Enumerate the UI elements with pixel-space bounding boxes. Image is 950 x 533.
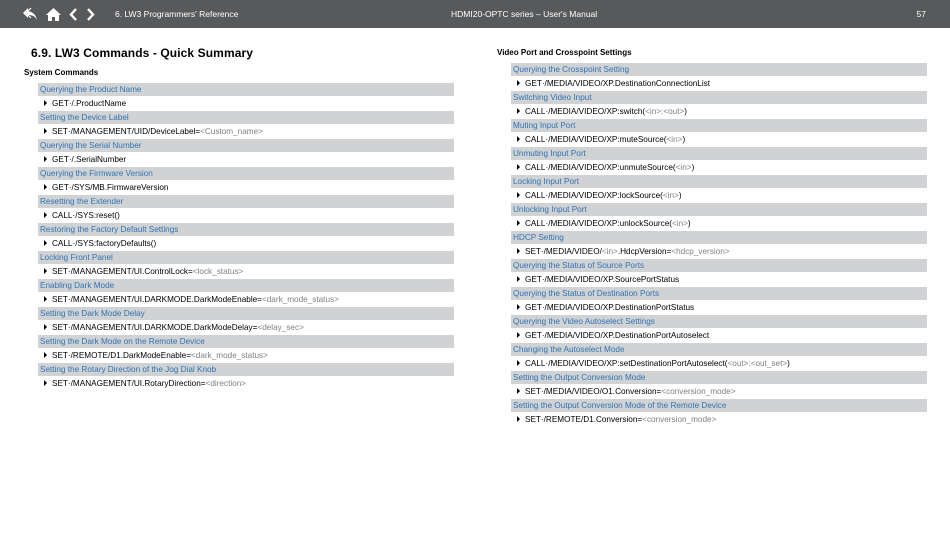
command-block — [511, 119, 927, 147]
command-block — [38, 307, 454, 335]
command-heading-link[interactable]: Enabling Dark Mode — [38, 279, 454, 292]
bullet-triangle-icon — [44, 212, 47, 218]
command-parameter: <conversion_mode> — [642, 415, 717, 424]
command-parameter: <lock_status> — [192, 267, 244, 276]
command-parameter: <out>:<out_set> — [727, 359, 788, 368]
command-block — [38, 167, 454, 195]
command-block — [511, 231, 927, 259]
command-heading-link[interactable]: Locking Input Port — [511, 175, 927, 188]
command-heading-link[interactable]: Restoring the Factory Default Settings — [38, 223, 454, 236]
bullet-triangle-icon — [517, 164, 520, 170]
command-suffix: ) — [691, 163, 695, 172]
command-parameter: <in> — [666, 135, 683, 144]
command-parameter: <dark_mode_status> — [261, 295, 339, 304]
command-text: GET·/MEDIA/VIDEO/XP.DestinationConnectionList — [525, 79, 711, 88]
bullet-triangle-icon — [517, 248, 520, 254]
bullet-triangle-icon — [517, 388, 520, 394]
command-text: GET·/MEDIA/VIDEO/XP.SourcePortStatus — [525, 275, 680, 284]
command-heading-link[interactable]: Querying the Firmware Version — [38, 167, 454, 180]
bullet-triangle-icon — [44, 100, 47, 106]
command-parameter: <Custom_name> — [200, 127, 263, 136]
command-text: SET·/REMOTE/D1.DarkModeEnable= — [52, 351, 192, 360]
bullet-triangle-icon — [517, 220, 520, 226]
command-line — [511, 356, 927, 371]
command-parameter: <dark_mode_status> — [191, 351, 268, 360]
home-icon[interactable] — [45, 7, 62, 22]
command-line — [511, 132, 927, 147]
command-block — [511, 175, 927, 203]
command-text: SET·/MEDIA/VIDEO/ — [525, 247, 602, 256]
command-parameter: <in> — [662, 191, 679, 200]
command-text: CALL·/SYS:factoryDefaults() — [52, 239, 157, 248]
header-bar — [0, 0, 950, 28]
bullet-triangle-icon — [517, 360, 520, 366]
command-text: GET·/SYS/MB.FirmwareVersion — [52, 183, 169, 192]
command-text: SET·/MANAGEMENT/UI.DARKMODE.DarkModeEnable= — [52, 295, 262, 304]
document-title: HDMI20-OPTC series – User's Manual — [451, 9, 598, 19]
command-block — [511, 315, 927, 343]
command-text: CALL·/MEDIA/VIDEO/XP:unlockSource( — [525, 219, 672, 228]
command-block — [511, 63, 927, 91]
command-parameter: <conversion_mode> — [661, 387, 736, 396]
bullet-triangle-icon — [517, 276, 520, 282]
command-heading-link[interactable]: Setting the Rotary Direction of the Jog Dial Knob — [38, 363, 454, 376]
bullet-triangle-icon — [517, 80, 520, 86]
command-text: GET·/.SerialNumber — [52, 155, 127, 164]
command-block — [511, 371, 927, 399]
command-text: SET·/MANAGEMENT/UI.DARKMODE.DarkModeDelay= — [52, 323, 258, 332]
command-text: SET·/MANAGEMENT/UID/DeviceLabel= — [52, 127, 201, 136]
command-line — [38, 264, 454, 279]
bullet-triangle-icon — [44, 352, 47, 358]
command-block — [511, 91, 927, 119]
bullet-triangle-icon — [44, 240, 47, 246]
command-parameter: <in> — [675, 163, 692, 172]
command-block — [511, 203, 927, 231]
command-heading-link[interactable]: Setting the Dark Mode on the Remote Device — [38, 335, 454, 348]
command-text: SET·/MANAGEMENT/UI.ControlLock= — [52, 267, 193, 276]
command-suffix: ) — [678, 191, 682, 200]
command-text: SET·/REMOTE/D1.Conversion= — [525, 415, 643, 424]
command-block — [38, 223, 454, 251]
command-text: GET·/MEDIA/VIDEO/XP.DestinationPortStatus — [525, 303, 695, 312]
command-line — [511, 104, 927, 119]
bullet-triangle-icon — [44, 184, 47, 190]
section-title: 6.9. LW3 Commands - Quick Summary — [31, 46, 254, 60]
command-block — [38, 195, 454, 223]
command-suffix: ) — [684, 107, 688, 116]
command-block — [38, 363, 454, 391]
command-line — [511, 244, 927, 259]
command-line — [38, 96, 454, 111]
command-block — [511, 343, 927, 371]
command-block — [38, 335, 454, 363]
command-text: SET·/MANAGEMENT/UI.RotaryDirection= — [52, 379, 206, 388]
command-line — [511, 412, 927, 427]
command-block — [38, 139, 454, 167]
command-block — [38, 279, 454, 307]
bullet-triangle-icon — [517, 304, 520, 310]
command-line — [38, 376, 454, 391]
command-parameter: <in>:<out> — [645, 107, 685, 116]
command-text: CALL·/MEDIA/VIDEO/XP:setDestinationPortAutoselect( — [525, 359, 728, 368]
command-line — [511, 384, 927, 399]
command-text: CALL·/MEDIA/VIDEO/XP:switch( — [525, 107, 646, 116]
command-text: CALL·/MEDIA/VIDEO/XP:lockSource( — [525, 191, 663, 200]
prev-page-icon[interactable] — [68, 7, 79, 22]
command-heading-link[interactable]: Setting the Output Conversion Mode — [511, 371, 927, 384]
command-block — [511, 259, 927, 287]
command-line — [511, 160, 927, 175]
command-heading-link[interactable]: Querying the Video Autoselect Settings — [511, 315, 927, 328]
bullet-triangle-icon — [44, 324, 47, 330]
command-heading-link[interactable]: Querying the Status of Source Ports — [511, 259, 927, 272]
command-line — [38, 348, 454, 363]
command-suffix: ) — [682, 135, 686, 144]
command-heading-link[interactable]: Resetting the Extender — [38, 195, 454, 208]
bullet-triangle-icon — [44, 156, 47, 162]
command-line — [38, 208, 454, 223]
command-text: CALL·/MEDIA/VIDEO/XP:muteSource( — [525, 135, 667, 144]
command-line — [38, 152, 454, 167]
command-line — [38, 320, 454, 335]
video-settings-title: Video Port and Crosspoint Settings — [497, 48, 632, 57]
bullet-triangle-icon — [44, 380, 47, 386]
next-page-icon[interactable] — [85, 7, 96, 22]
back-icon[interactable] — [22, 7, 39, 22]
command-heading-link[interactable]: Setting the Output Conversion Mode of the Remote Device — [511, 399, 927, 412]
command-line — [511, 188, 927, 203]
command-block — [38, 83, 454, 111]
bullet-triangle-icon — [517, 136, 520, 142]
command-text: GET·/.ProductName — [52, 99, 127, 108]
bullet-triangle-icon — [517, 332, 520, 338]
command-heading-link[interactable]: Changing the Autoselect Mode — [511, 343, 927, 356]
bullet-triangle-icon — [517, 416, 520, 422]
command-heading-link[interactable]: Querying the Serial Number — [38, 139, 454, 152]
command-parameter: <in> — [671, 219, 688, 228]
command-heading-link[interactable]: Querying the Status of Destination Ports — [511, 287, 927, 300]
command-heading-link[interactable]: Querying the Product Name — [38, 83, 454, 96]
command-heading-link[interactable]: HDCP Setting — [511, 231, 927, 244]
command-line — [511, 76, 927, 91]
nav-icons — [22, 5, 96, 23]
command-heading-link[interactable]: Locking Front Panel — [38, 251, 454, 264]
command-heading-link[interactable]: Unmuting Input Port — [511, 147, 927, 160]
bullet-triangle-icon — [44, 128, 47, 134]
command-heading-link[interactable]: Unlocking Input Port — [511, 203, 927, 216]
command-line — [38, 292, 454, 307]
command-heading-link[interactable]: Muting Input Port — [511, 119, 927, 132]
command-block — [38, 111, 454, 139]
command-line — [511, 272, 927, 287]
command-text: SET·/MEDIA/VIDEO/O1.Conversion= — [525, 387, 662, 396]
command-text: GET·/MEDIA/VIDEO/XP.DestinationPortAutoselect — [525, 331, 710, 340]
page-number: 57 — [916, 9, 926, 19]
command-parameter: <in> — [601, 247, 618, 256]
command-parameter: <hdcp_version> — [671, 247, 730, 256]
command-suffix: .HdcpVersion= — [617, 247, 672, 256]
video-command-list — [511, 63, 927, 427]
command-block — [38, 251, 454, 279]
command-heading-link[interactable]: Setting the Dark Mode Delay — [38, 307, 454, 320]
command-line — [511, 300, 927, 315]
command-line — [38, 236, 454, 251]
command-suffix: ) — [687, 219, 691, 228]
command-heading-link[interactable]: Switching Video Input — [511, 91, 927, 104]
command-line — [38, 124, 454, 139]
command-text: CALL·/MEDIA/VIDEO/XP:unmuteSource( — [525, 163, 676, 172]
bullet-triangle-icon — [517, 192, 520, 198]
bullet-triangle-icon — [44, 296, 47, 302]
bullet-triangle-icon — [517, 108, 520, 114]
system-commands-title: System Commands — [24, 68, 99, 77]
command-line — [38, 180, 454, 195]
chapter-link[interactable]: 6. LW3 Programmers' Reference — [115, 9, 239, 19]
command-text: CALL·/SYS:reset() — [52, 211, 120, 220]
command-line — [511, 328, 927, 343]
command-block — [511, 147, 927, 175]
command-line — [511, 216, 927, 231]
command-parameter: <direction> — [205, 379, 247, 388]
command-block — [511, 287, 927, 315]
command-suffix: ) — [787, 359, 790, 368]
command-block — [511, 399, 927, 427]
system-command-list — [38, 83, 454, 391]
command-parameter: <delay_sec> — [257, 323, 304, 332]
command-heading-link[interactable]: Querying the Crosspoint Setting — [511, 63, 927, 76]
command-heading-link[interactable]: Setting the Device Label — [38, 111, 454, 124]
bullet-triangle-icon — [44, 268, 47, 274]
